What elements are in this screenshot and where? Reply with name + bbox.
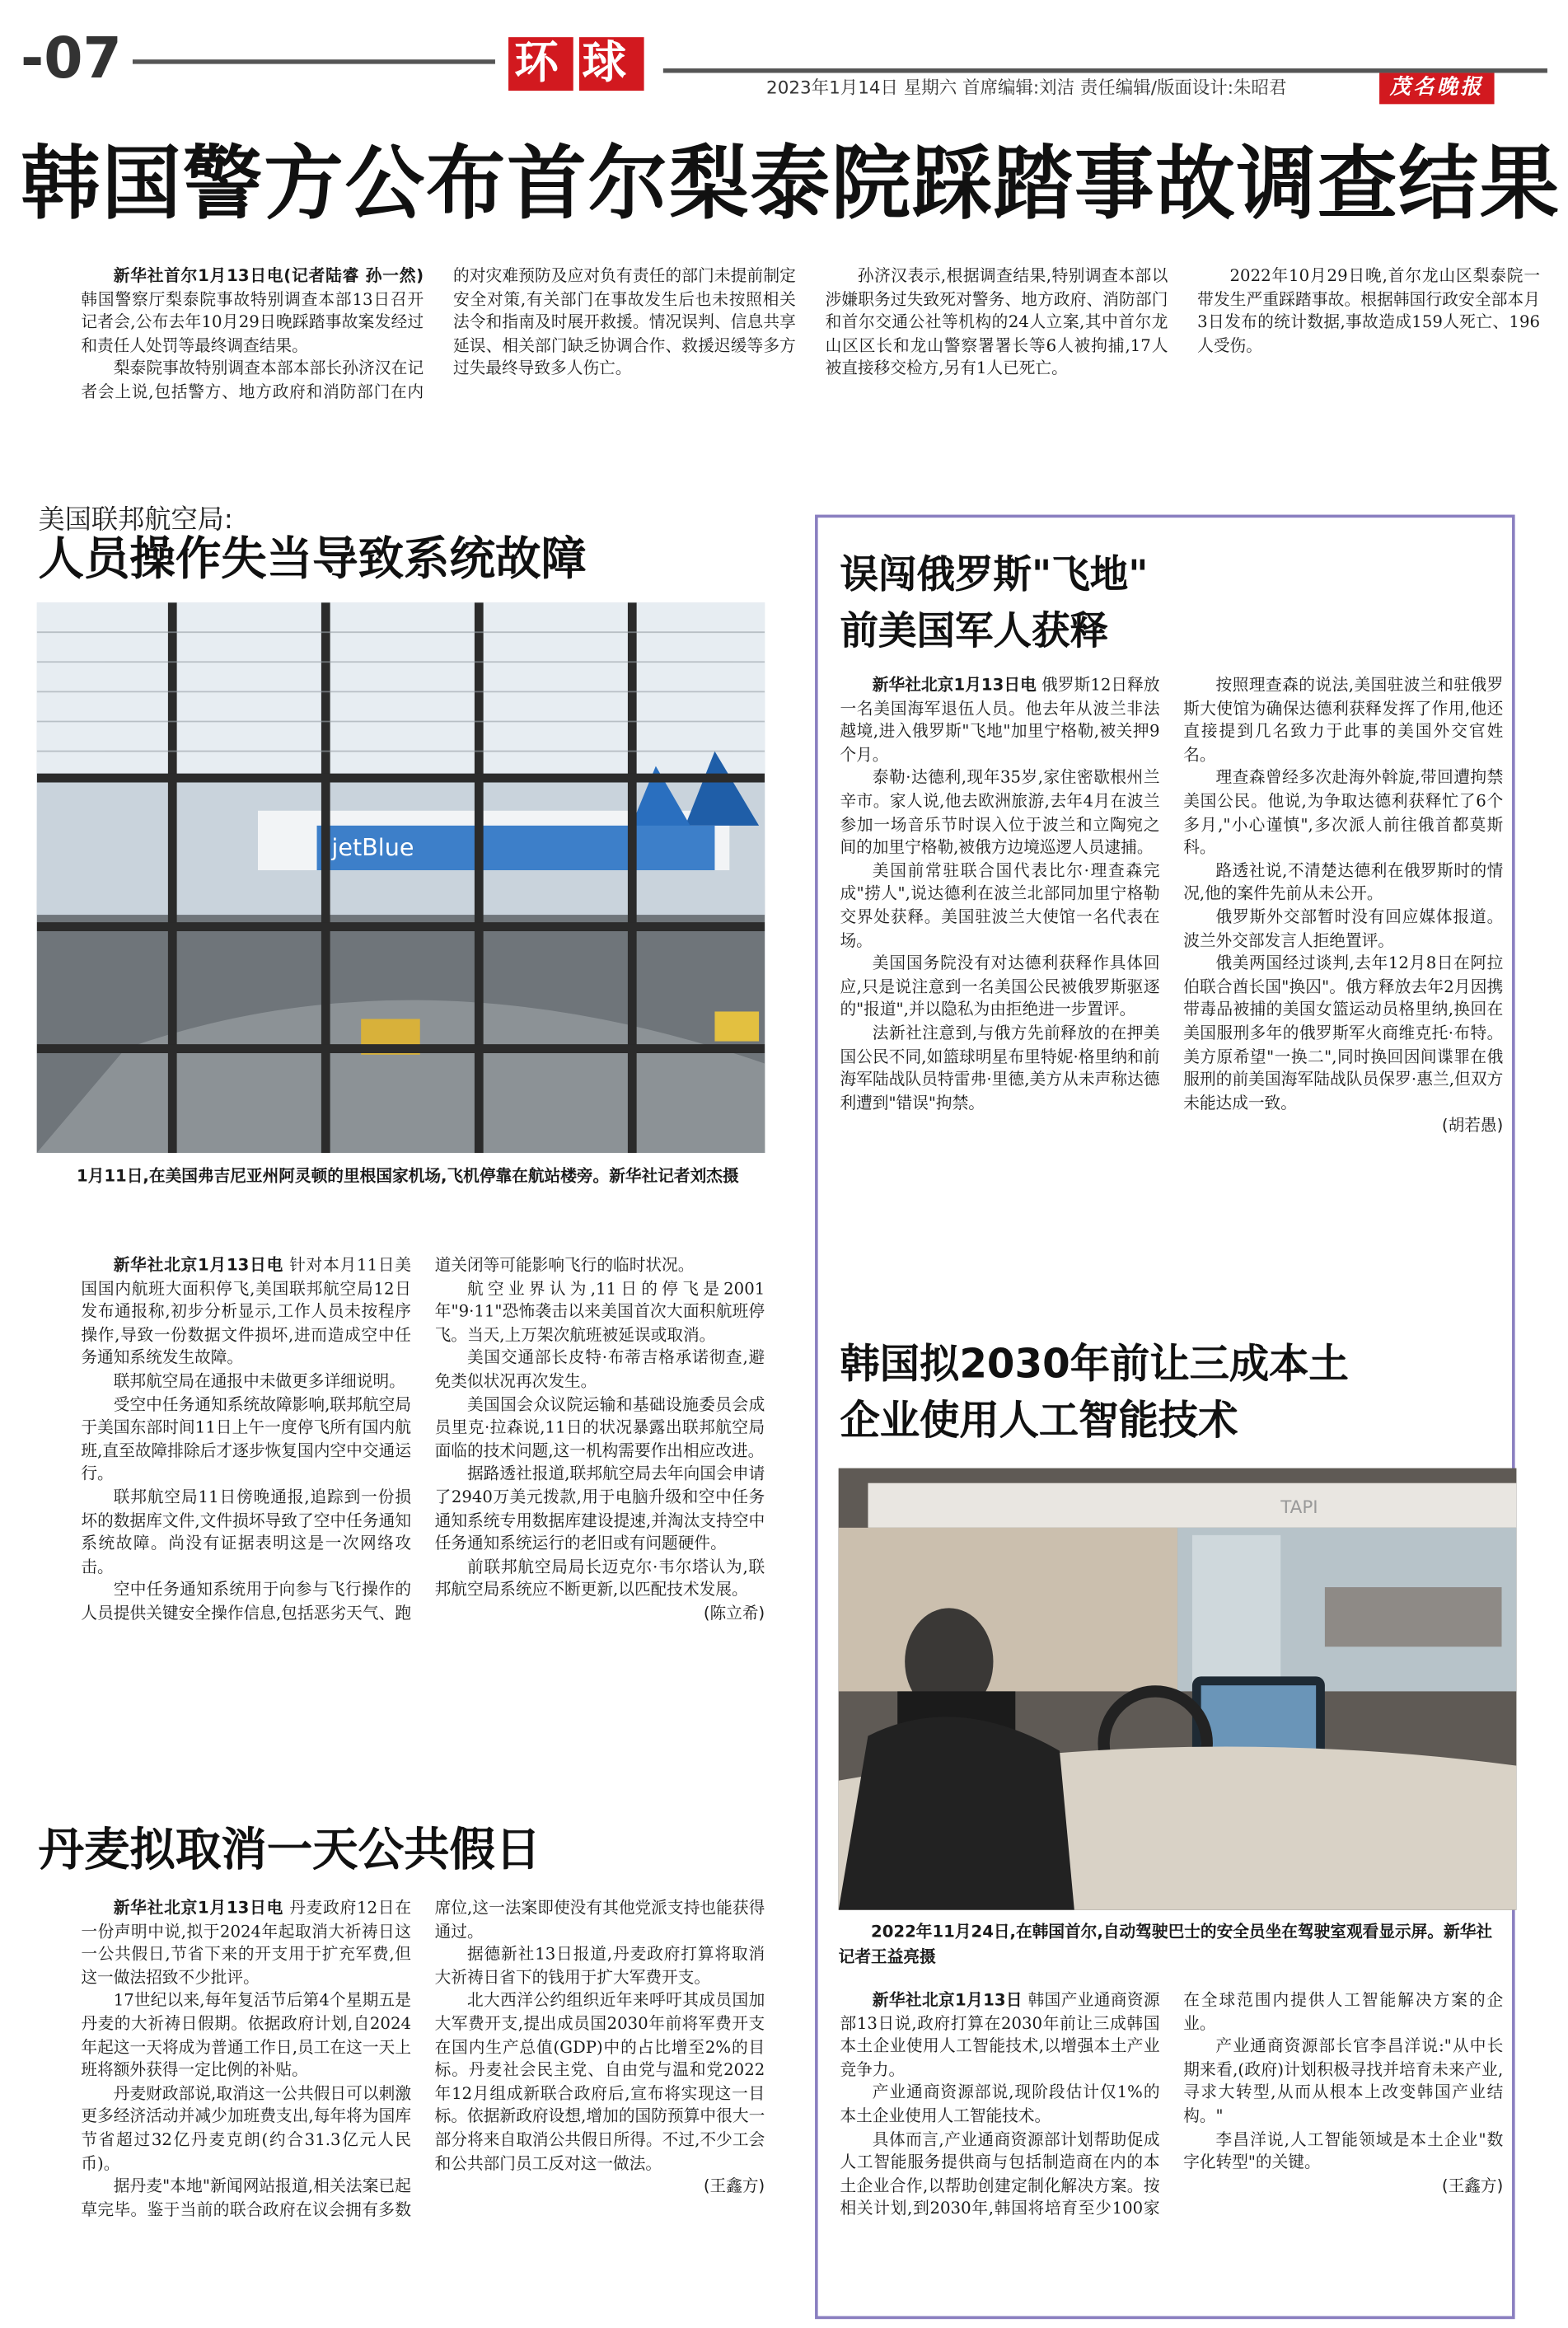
russia-author: (胡若愚)	[1441, 1116, 1504, 1136]
denmark-paragraph-4: 据丹麦"本地"新闻网站报道,相关法案已起草完毕。鉴于当前的联合政府在议会拥有多数席位,这一法案即使没有其他党派支持也能获得通过。	[81, 1898, 765, 2219]
autonomous-bus-illustration	[839, 1468, 1517, 1910]
russia-paragraph-6: 按照理查森的说法,美国驻波兰和驻俄罗斯大使馆为确保达德利获释发挥了作用,他还直接提到几名致力于此事的美国外交官姓名。	[1183, 675, 1504, 765]
denmark-paragraph-2: 17世纪以来,每年复活节后第4个星期五是丹麦的大祈祷日假期。依据政府计划,自2024年起这一天将成为普通工作日,员工在这一天上班将额外获得一定比例的补贴。	[81, 1990, 411, 2080]
korea-ai-headline-line-2: 企业使用人工智能技术	[840, 1398, 1238, 1445]
bus-brand-mark: TAPI	[1280, 1497, 1318, 1518]
faa-paragraph-7: 美国交通部长皮特·布蒂吉格承诺彻查,避免类似状况再次发生。	[434, 1348, 765, 1391]
faa-paragraph-4: 联邦航空局11日傍晚通报,追踪到一份损坏的数据库文件,文件损坏导致了空中任务通知系统故障。尚没有证据表明这是一次网络攻击。	[81, 1487, 411, 1576]
denmark-paragraph-5: 据德新社13日报道,丹麦政府打算将取消大祈祷日省下的钱用于扩大军费开支。	[434, 1944, 765, 1988]
russia-paragraph-8: 路透社说,不清楚达德利在俄罗斯时的情况,他的案件先前从未公开。	[1183, 860, 1504, 904]
denmark-paragraph-6: 北大西洋公约组织近年来呼吁其成员国加大军费开支,提出成员国2030年前将军费开支在国内生产总值(GDP)中的占比增至2%的目标。丹麦社会民主党、自由党与温和党2022年12月组成新联合政府后,宣布将实现这一目标。依据新政府设想,增加的国防预算中很大一部分将来自取消公共假日所得。不过,不少工会和公共部门员工反对这一做法。	[434, 1990, 765, 2173]
faa-paragraph-9: 据路透社报道,联邦航空局去年向国会申请了2940万美元拨款,用于电脑升级和空中任务通知系统专用数据库建设提速,并淘汰支持空中任务通知系统运行的老旧或有问题硬件。	[434, 1464, 765, 1553]
denmark-headline: 丹麦拟取消一天公共假日	[38, 1824, 541, 1878]
masthead-rule-left	[133, 59, 495, 63]
airport-window-illustration	[37, 602, 765, 1153]
korea-ai-author: (王鑫方)	[1441, 2176, 1504, 2195]
korea-ai-paragraph-4: 产业通商资源部长官李昌洋说:"从中长期来看,(政府)计划积极寻找并培育未来产业,寻求大转型,从而从根本上改变韩国产业结构。"	[1183, 2036, 1504, 2126]
faa-paragraph-10: 前联邦航空局局长迈克尔·韦尔塔认为,联邦航空局系统应不断更新,以匹配技术发展。	[434, 1557, 765, 1600]
faa-paragraph-2: 联邦航空局在通报中未做更多详细说明。	[113, 1371, 405, 1391]
faa-photo-caption: 1月11日,在美国弗吉尼亚州阿灵顿的里根国家机场,飞机停靠在航站楼旁。新华社记者刘杰摄	[77, 1166, 739, 1186]
korea-ai-paragraph-5: 李昌洋说,人工智能领域是本土企业"数字化转型"的关键。	[1183, 2129, 1504, 2172]
denmark-paragraph-1: 丹麦政府12日在一份声明中说,拟于2024年起取消大祈祷日这一公共假日,节省下来的开支用于扩充军费,但这一做法招致不少批评。	[81, 1898, 412, 1988]
lead-paragraph-1: 韩国警察厅梨泰院事故特别调查本部13日召开记者会,公布去年10月29日晚踩踏事故案发经过和责任人处罚等最终调查结果。	[81, 289, 424, 356]
masthead-info: 2023年1月14日 星期六 首席编辑:刘洁 责任编辑/版面设计:朱昭君	[766, 77, 1287, 99]
denmark-dateline: 新华社北京1月13日电	[113, 1898, 284, 1918]
korea-ai-headline-line-1: 韩国拟2030年前让三成本土	[840, 1342, 1349, 1389]
faa-paragraph-3: 受空中任务通知系统故障影响,联邦航空局于美国东部时间11日上午一度停飞所有国内航班,直至故障排除后才逐步恢复国内空中交通运行。	[81, 1394, 411, 1484]
russia-dateline: 新华社北京1月13日电	[872, 675, 1037, 695]
faa-dateline: 新华社北京1月13日电	[113, 1255, 284, 1275]
faa-photo	[37, 602, 765, 1153]
korea-ai-photo-caption: 2022年11月24日,在韩国首尔,自动驾驶巴士的安全员坐在驾驶室观看显示屏。新华社记者王益亮摄	[838, 1922, 1493, 1967]
korea-ai-paragraph-1: 韩国产业通商资源部13日说,政府打算在2030年前让三成韩国本土企业使用人工智能技术,以增强本土产业竞争力。	[840, 1990, 1160, 2080]
russia-paragraph-10: 俄美两国经过谈判,去年12月8日在阿拉伯联合酋长国"换囚"。俄方释放去年2月因携带毒品被捕的美国女篮运动员格里纳,换回在美国服刑多年的俄罗斯军火商维克托·布特。美方原希望"一换二",同时换回因间谍罪在俄服刑的前美国海军陆战队员保罗·惠兰,但双方未能达成一致。	[1183, 953, 1504, 1112]
lead-headline: 韩国警方公布首尔梨泰院踩踏事故调查结果	[21, 137, 1561, 231]
lead-paragraph-2: 梨泰院事故特别调查本部本部长孙济汉在记者会上说,包括警方、地方政府和消防部门在内的对灾难预防及应对负有责任的部门未提前制定安全对策,有关部门在事故发生后也未按照相关法令和指南及时展开救援。情况误判、信息共享延误、相关部门缺乏协调合作、救援迟缓等多方过失最终导致多人伤亡。	[81, 266, 796, 402]
russia-paragraph-5: 法新社注意到,与俄方先前释放的在押美国公民不同,如篮球明星布里特妮·格里纳和前海军陆战队员特雷弗·里德,美方从未声称达德利遭到"错误"拘禁。	[840, 1023, 1160, 1112]
russia-paragraph-1: 俄罗斯12日释放一名美国海军退伍人员。他去年从波兰非法越境,进入俄罗斯"飞地"加里宁格勒,被关押9个月。	[840, 675, 1160, 765]
korea-ai-paragraph-3: 具体而言,产业通商资源部计划帮助促成人工智能服务提供商与包括制造商在内的本土企业合作,以帮助创建定制化解决方案。按相关计划,到2030年,韩国将培育至少100家在全球范围内提供人工智能解决方案的企业。	[840, 1990, 1504, 2219]
korea-ai-photo	[839, 1468, 1517, 1910]
russia-paragraph-4: 美国国务院没有对达德利获释作具体回应,只是说注意到一名美国公民被俄罗斯驱逐的"报道",并以隐私为由拒绝进一步置评。	[840, 953, 1160, 1020]
page-number: -07	[21, 25, 122, 91]
russia-headline-line-2: 前美国军人获释	[840, 610, 1109, 655]
faa-paragraph-6: 航空业界认为,11日的停飞是2001年"9·11"恐怖袭击以来美国首次大面积航班停飞。当天,上万架次航班被延误或取消。	[434, 1278, 765, 1345]
faa-kicker: 美国联邦航空局:	[38, 504, 233, 536]
faa-author: (陈立希)	[703, 1603, 765, 1623]
russia-headline-line-1: 误闯俄罗斯"飞地"	[840, 553, 1149, 598]
russia-body	[840, 674, 1503, 1306]
korea-ai-body	[840, 1988, 1503, 2271]
lead-paragraph-3: 孙济汉表示,根据调查结果,特别调查本部以涉嫌职务过失致死对警务、地方政府、消防部门和首尔交通公社等机构的24人立案,其中首尔龙山区区长和龙山警察署署长等6人被拘捕,17人被直接移交检方,另有1人已死亡。	[825, 266, 1168, 379]
section-title: 环球	[514, 37, 650, 90]
denmark-author: (王鑫方)	[703, 2176, 765, 2196]
russia-paragraph-2: 泰勒·达德利,现年35岁,家住密歇根州兰辛市。家人说,他去欧洲旅游,去年4月在波兰参加一场音乐节时误入位于波兰和立陶宛之间的加里宁格勒,被俄方边境巡逻人员逮捕。	[840, 768, 1160, 858]
faa-paragraph-8: 美国国会众议院运输和基础设施委员会成员里克·拉森说,11日的状况暴露出联邦航空局面临的技术问题,这一机构需要作出相应改进。	[434, 1394, 765, 1461]
korea-ai-dateline: 新华社北京1月13日	[872, 1990, 1023, 2010]
russia-paragraph-9: 俄罗斯外交部暂时没有回应媒体报道。波兰外交部发言人拒绝置评。	[1183, 907, 1504, 950]
jetblue-livery: jetBlue	[331, 832, 414, 861]
russia-paragraph-3: 美国前常驻联合国代表比尔·理查森完成"捞人",说达德利在波兰北部同加里宁格勒交界处获释。美国驻波兰大使馆一名代表在场。	[840, 860, 1160, 950]
faa-paragraph-1: 针对本月11日美国国内航班大面积停飞,美国联邦航空局12日发布通报称,初步分析显示,工作人员未按程序操作,导致一份数据文件损坏,进而造成空中任务通知系统发生故障。	[81, 1255, 412, 1368]
masthead-logo-text: 茂名晚报	[1389, 76, 1485, 100]
russia-paragraph-7: 理查森曾经多次赴海外斡旋,带回遭拘禁美国公民。他说,为争取达德利获释忙了6个多月,"小心谨慎",多次派人前往俄首都莫斯科。	[1183, 768, 1504, 858]
faa-body	[81, 1254, 765, 1751]
lead-paragraph-4: 2022年10月29日晚,首尔龙山区梨泰院一带发生严重踩踏事故。根据韩国行政安全部本月3日发布的统计数据,事故造成159人死亡、196人受伤。	[1197, 266, 1541, 356]
lead-body	[81, 265, 1540, 431]
denmark-paragraph-3: 丹麦财政部说,取消这一公共假日可以刺激更多经济活动并减少加班费支出,每年将为国库节省超过32亿丹麦克朗(约合31.3亿元人民币)。	[81, 2083, 411, 2173]
faa-headline: 人员操作失当导致系统故障	[38, 532, 587, 587]
korea-ai-paragraph-2: 产业通商资源部说,现阶段估计仅1%的本土企业使用人工智能技术。	[840, 2082, 1160, 2126]
faa-paragraph-5: 空中任务通知系统用于向参与飞行操作的人员提供关键安全操作信息,包括恶劣天气、跑道关闭等可能影响飞行的临时状况。	[81, 1255, 695, 1623]
denmark-body	[81, 1897, 765, 2313]
lead-dateline: 新华社首尔1月13日电(记者陆睿 孙一然)	[113, 266, 424, 286]
